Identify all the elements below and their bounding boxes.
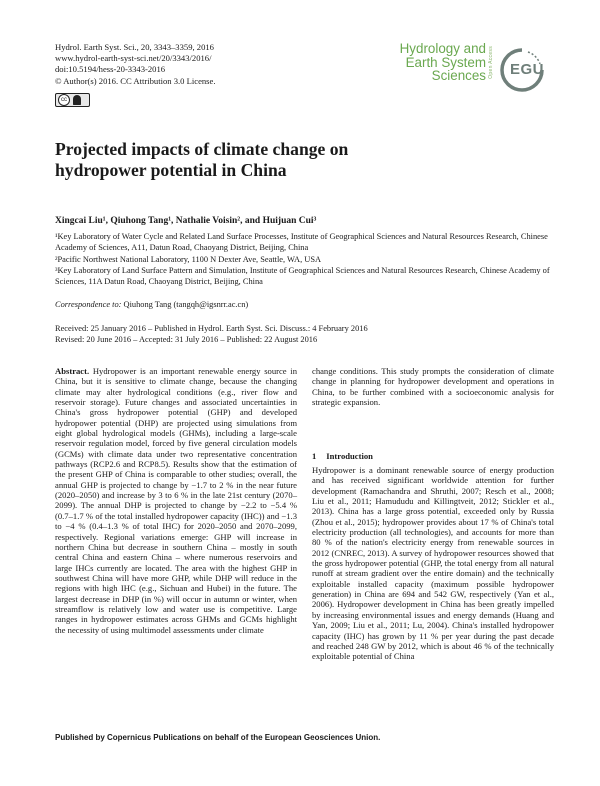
copyright-notice: © Author(s) 2016. CC Attribution 3.0 License.: [55, 75, 216, 86]
affiliation-2: ²Pacific Northwest National Laboratory, 1100 N Dexter Ave, Seattle, WA, USA: [55, 254, 322, 264]
affiliation-1: ¹Key Laboratory of Water Cycle and Related Land Surface Processes, Institute of Geographical Sciences and Natural Resources Research, Chinese Academy of Sciences, A11, Datun Road, Chaoyang District, Beijing, China: [55, 232, 548, 253]
affiliation-3: ³Key Laboratory of Land Surface Pattern and Simulation, Institute of Geographical Sciences and Natural Resources Research, Chinese Academy of Sciences, 11A Datun Road, Chaoyang District, Beijing, China: [55, 265, 550, 287]
publication-dates: [55, 323, 368, 346]
affiliations: [55, 231, 555, 287]
abstract-label: Abstract.: [55, 366, 90, 376]
author-list: Xingcai Liu¹, Qiuhong Tang¹, Nathalie Voisin², and Huijuan Cui³: [55, 216, 317, 226]
article-title: Projected impacts of climate change on hydropower potential in China: [55, 139, 349, 180]
abstract-continuation: [312, 366, 554, 407]
journal-name: Hydrology and Earth System Sciences: [399, 41, 486, 84]
correspondence: [55, 300, 248, 309]
article-metadata: [55, 42, 216, 87]
section-title: Introduction: [326, 451, 373, 461]
received-published-line: Received: 25 January 2016 – Published in Hydrol. Earth Syst. Sci. Discuss.: 4 February 2016: [55, 324, 368, 333]
abstract-text: Hydropower is an important renewable energy source in China, but it is sensitive to climate change, because the changing climate may alter hydrological conditions (e.g., river flow and reservoir storage). Future changes and associated uncertainties in China's gross hydropower potential (GHP) and developed hydropower potential (DHP) are projected using simulations from eight global hydrological models (GHMs), including a large-scale reservoir regulation model, forced by five general circulation models (GCMs) with climate data under two representative concentration pathways (RCP2.6 and RCP8.5). Results show that the estimation of the present GHP of China is comparable to other studies; overall, the annual GHP is projected to change by −1.7 to 2 % in the near future (2020–2050) and increase by 3 to 6 % in the late 21st century (2070–2099). The annual DHP is projected to change by −2.2 to −5.4 % (0.7–1.7 % of the total installed hydropower capacity (IHC)) and −1.3 to −4 % (0.4–1.3 % of total IHC) for 2020–2050 and 2070–2099, respectively. Regional variations emerge: GHP will increase in northern China but decrease in southern China – mostly in south central China and eastern China – where numerous reservoirs and large IHCs currently are located. The area with the highest GHP in southwest China will have more GHP, while DHP will reduce in the regions with high IHC (e.g., Sichuan and Hubei) in the future. The largest decrease in DHP (in %) will occur in autumn or winter, when streamflow is relatively low and water use is competitive. Large ranges in hydropower estimates across GHMs and GCMs highlight the necessity of using multimodel assessments under climate: [55, 366, 297, 635]
by-person-icon: [73, 95, 81, 105]
abstract-continuation-text: change conditions. This study prompts the consideration of climate change in planning for hydropower development and operations in China, to be further combined with a socioeconomic analysis for strategic expansion.: [312, 366, 554, 408]
egu-wordmark: EGU: [510, 61, 545, 78]
cc-license-badge[interactable]: [55, 93, 90, 107]
publisher-footer: Published by Copernicus Publications on behalf of the European Geosciences Union.: [55, 733, 381, 742]
journal-reference: Hydrol. Earth Syst. Sci., 20, 3343–3359, 2016: [55, 42, 214, 52]
correspondence-label: Correspondence to:: [55, 300, 122, 309]
article-url[interactable]: www.hydrol-earth-syst-sci.net/20/3343/2016/: [55, 53, 212, 64]
abstract-column: [55, 366, 297, 635]
revised-accepted-line: Revised: 20 June 2016 – Accepted: 31 July 2016 – Published: 22 August 2016: [55, 335, 318, 345]
correspondence-contact[interactable]: Qiuhong Tang (tangqh@igsnrr.ac.cn): [121, 300, 249, 309]
section-number: 1: [312, 451, 317, 461]
article-doi[interactable]: doi:10.5194/hess-20-3343-2016: [55, 64, 166, 75]
section-heading-introduction: [312, 451, 373, 461]
journal-logo: [384, 42, 554, 98]
cc-icon: cc: [58, 94, 70, 106]
open-access-label: Open Access: [488, 46, 494, 79]
introduction-text: Hydropower is a dominant renewable source of energy production and has received significant worldwide attention for further development (Ramachandra and Shruthi, 2007; Resch et al., 2008; Liu et al., 2011; Hamududu and Killingtveit, 2012; Stickler et al., 2013). China has a large gross potential, exceeded only by Russia (Zhou et al., 2015); hydropower provides about 17 % of China's total electricity production (all technologies), and accounts for more than 80 % of the nation's electricity energy from renewable sources in 2012 (CNREC, 2013). A survey of hydropower resources showed that the gross hydropower potential (GHP, the total energy from all natural runoff at stream gradient over the entire domain) and the technically exploitable installed capacity (maximum possible hydropower generation) in China are 694 and 542 GW, respectively (Yan et al., 2006). Hydropower development in China has been greatly impelled by increasing environmental issues and energy demands (Huang and Yan, 2009; Liu et al., 2011; Lu, 2004). China's installed hydropower capacity (IHC) has grown by 11 % per year during the past decade and reached 248 GW by 2012, which is about 46 % of the technically exploitable potential of China: [312, 465, 554, 662]
